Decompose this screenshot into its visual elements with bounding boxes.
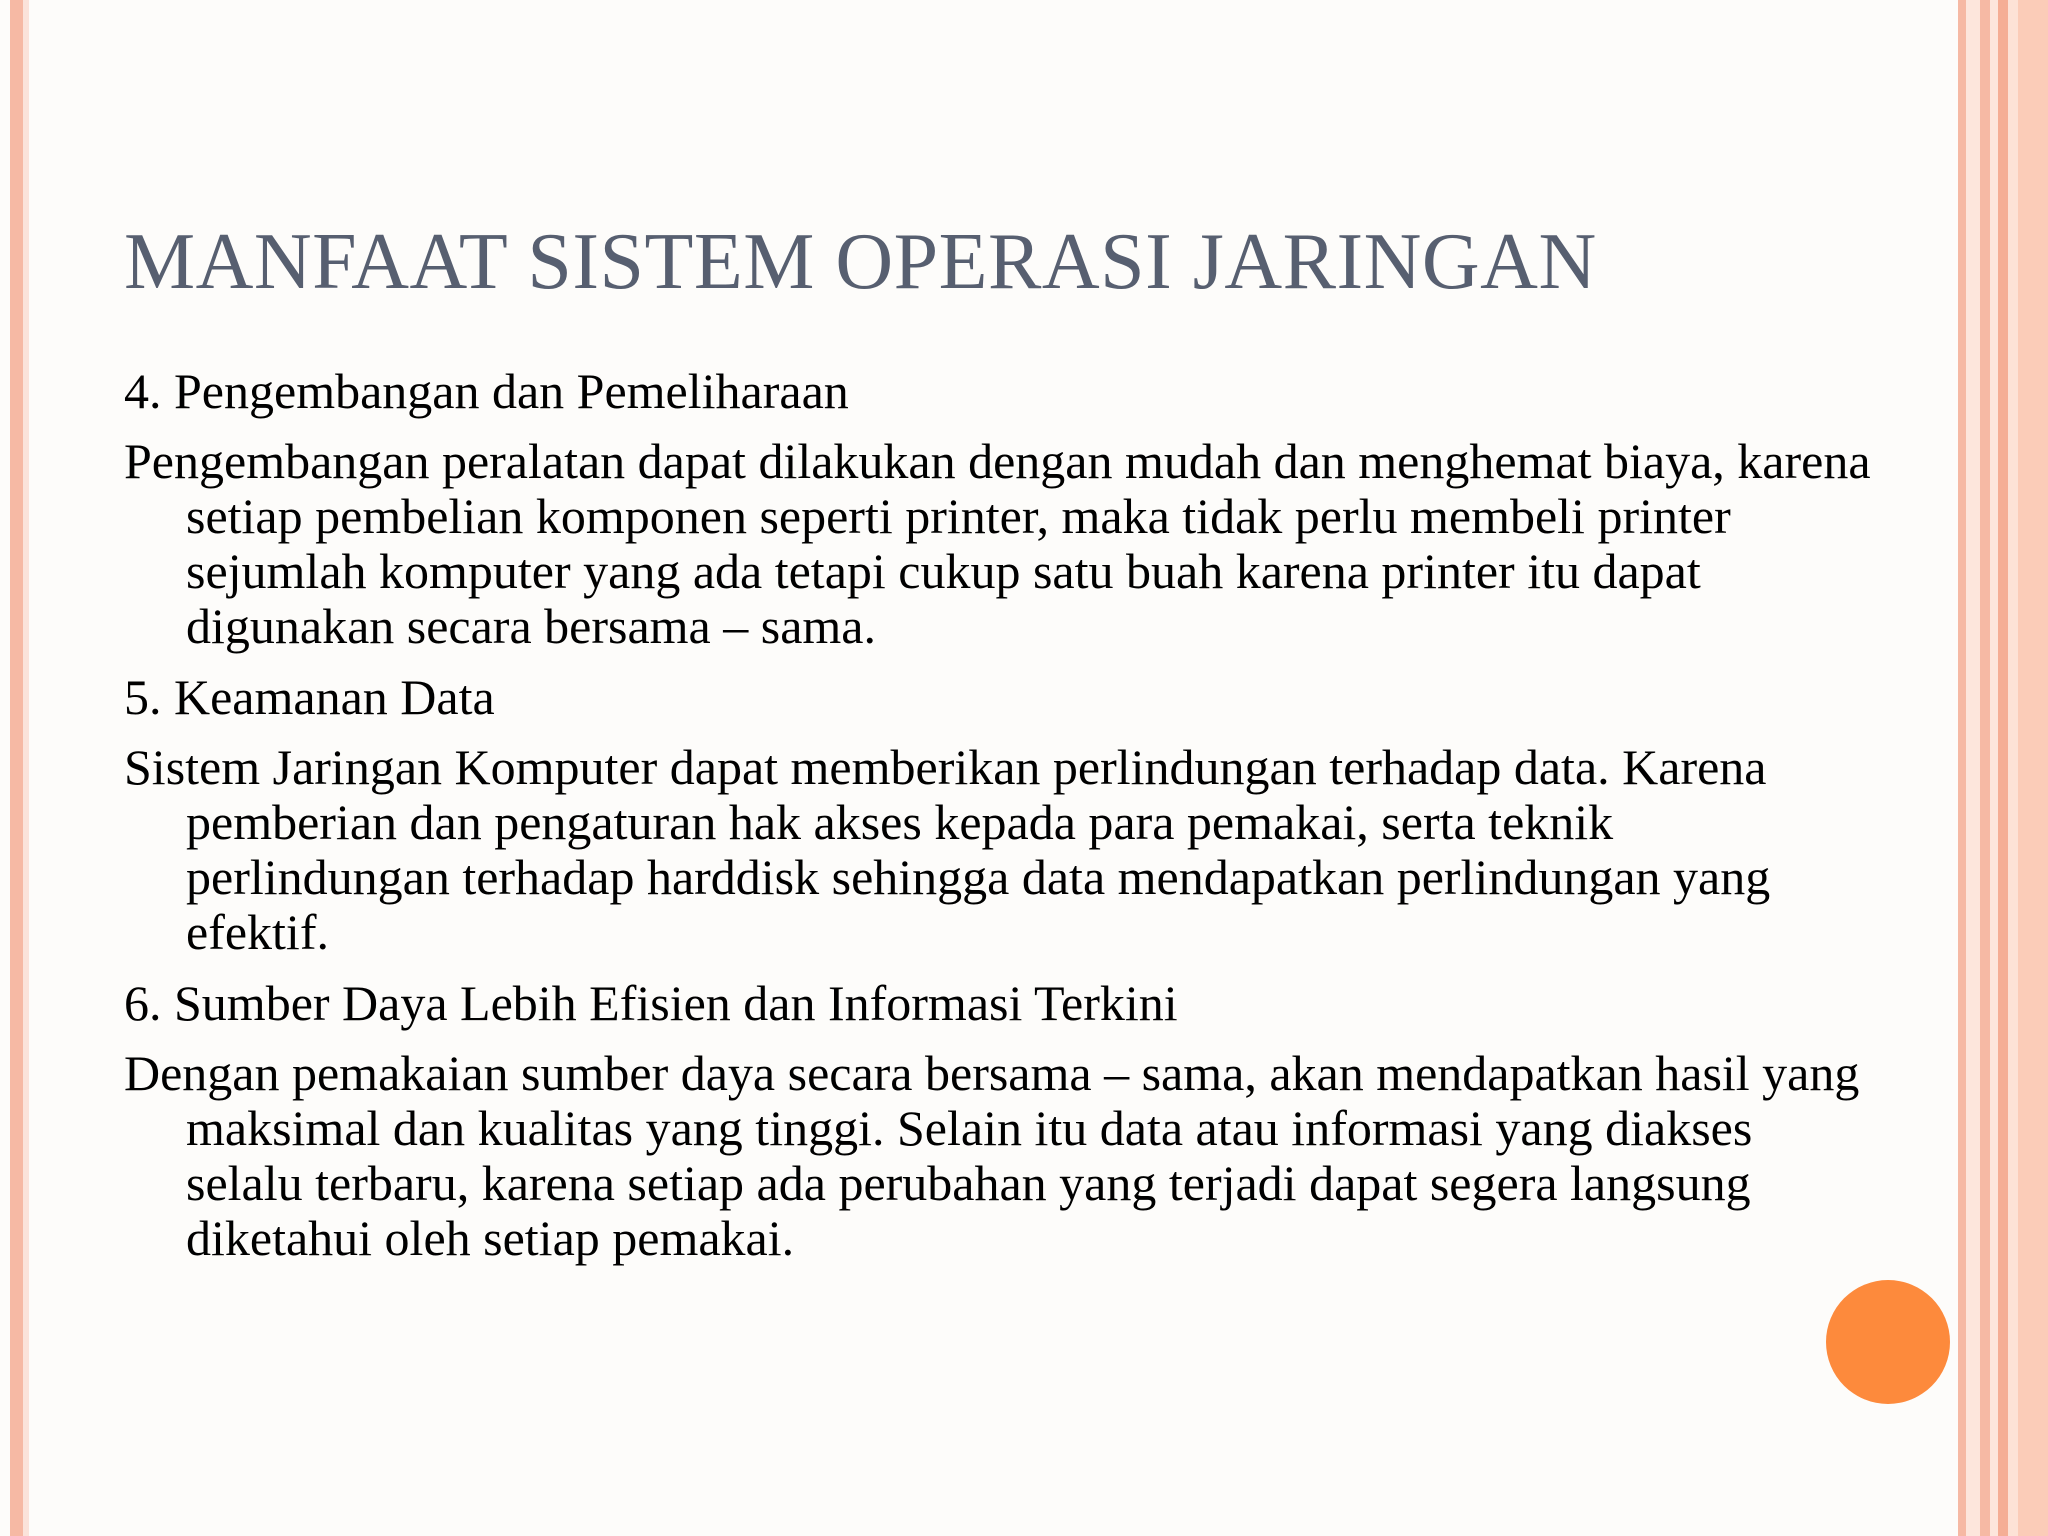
right-border-stripe [2018, 0, 2048, 1536]
right-border-stripe [1958, 0, 1966, 1536]
section-paragraph: Pengembangan peralatan dapat dilakukan dengan mudah dan menghemat biaya, karena setiap pembelian komponen seperti printer, maka tidak perlu membeli printer sejumlah komputer yang ada tetapi cukup satu buah karena printer itu dapat digunakan secara bersama – sama. [124, 433, 1871, 654]
right-border-stripe [2008, 0, 2018, 1536]
left-border-stripe-light [23, 0, 29, 1536]
decorative-orange-circle [1826, 1280, 1950, 1404]
right-border-stripe [1990, 0, 1998, 1536]
section-heading: 4. Pengembangan dan Pemeliharaan [124, 363, 849, 419]
slide-title: MANFAAT SISTEM OPERASI JARINGAN [124, 218, 1597, 306]
section-paragraph: Dengan pemakaian sumber daya secara bersama – sama, akan mendapatkan hasil yang maksimal dan kualitas yang tinggi. Selain itu data atau informasi yang diakses selalu terbaru, karena setiap ada perubahan yang terjadi dapat segera langsung diketahui oleh setiap pemakai. [124, 1045, 1860, 1266]
right-border-stripe [1980, 0, 1990, 1536]
right-border-stripe [1998, 0, 2008, 1536]
section-heading: 5. Keamanan Data [124, 669, 495, 725]
right-border-stripe [1966, 0, 1980, 1536]
section-heading: 6. Sumber Daya Lebih Efisien dan Informasi Terkini [124, 975, 1178, 1031]
section-paragraph: Sistem Jaringan Komputer dapat memberikan perlindungan terhadap data. Karena pemberian dan pengaturan hak akses kepada para pemakai, serta teknik perlindungan terhadap harddisk sehingga data mendapatkan perlindungan yang efektif. [124, 739, 1771, 960]
left-border-stripe [10, 0, 23, 1536]
slide-body [124, 362, 1871, 1280]
